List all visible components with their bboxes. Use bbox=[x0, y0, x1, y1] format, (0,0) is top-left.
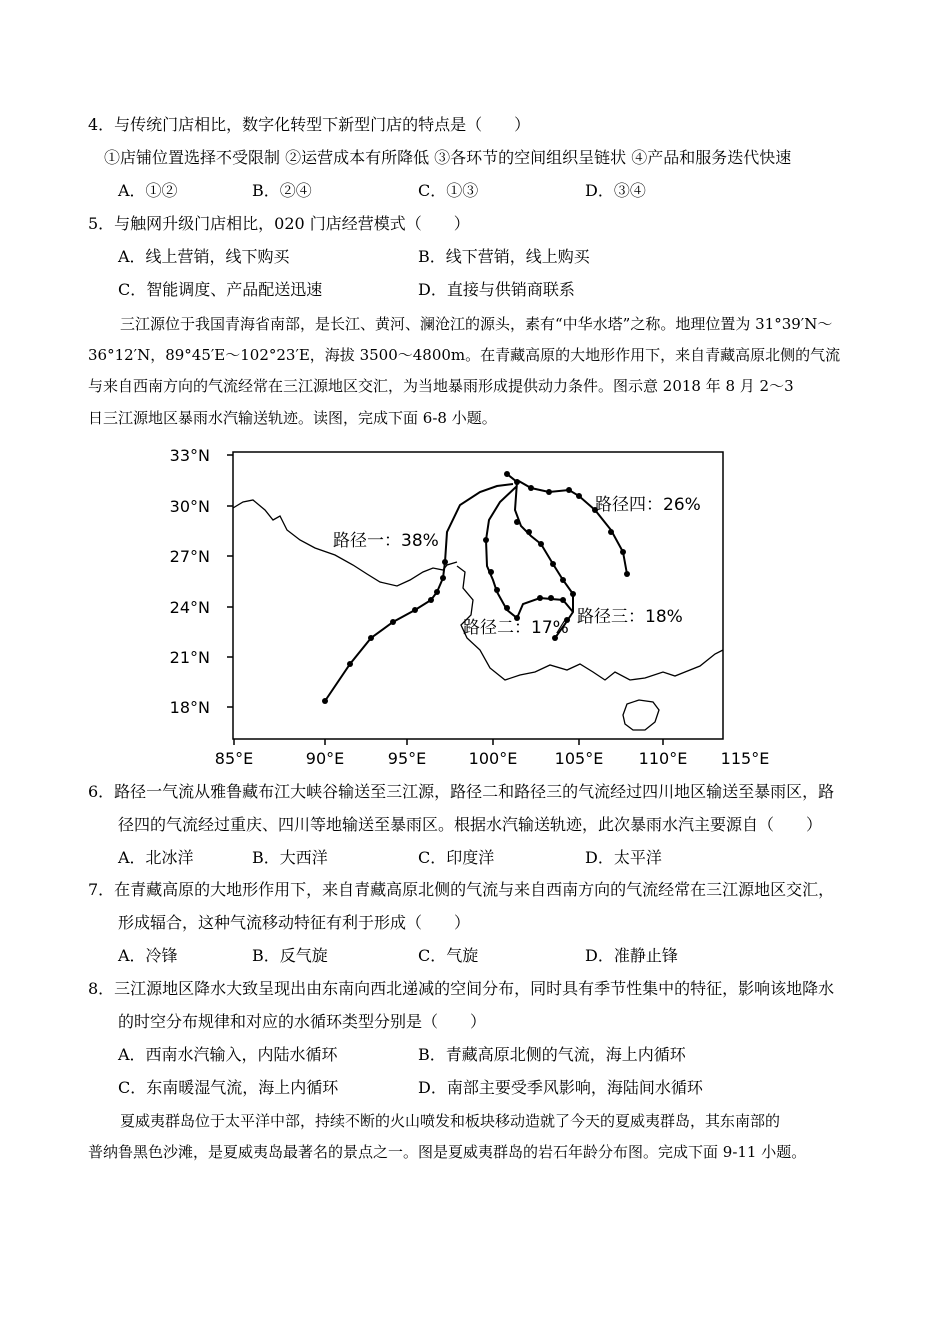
x-tick-label: 105°E bbox=[554, 749, 604, 768]
hainan-island bbox=[623, 700, 659, 730]
vapor-transport-map bbox=[169, 440, 770, 770]
q7-stem-line: 形成辐合，这种气流移动特征有利于形成（ ） bbox=[118, 913, 471, 932]
x-tick-label: 100°E bbox=[468, 749, 518, 768]
y-tick-label: 33°N bbox=[169, 446, 210, 465]
q6-stem-line: 6．路径一气流从雅鲁藏布江大峡谷输送至三江源，路径二和路径三的气流经过四川地区输送至暴雨区，路 bbox=[88, 782, 835, 801]
path-2-points bbox=[483, 537, 566, 621]
q7-option-b: B．反气旋 bbox=[252, 946, 328, 965]
passage1-line: 三江源位于我国青海省南部，是长江、黄河、澜沧江的源头，素有“中华水塔”之称。地理位置为 31°39′N～ bbox=[120, 315, 833, 333]
q6-option-d: D．太平洋 bbox=[585, 848, 662, 867]
path-1-label: 路径一：38% bbox=[333, 531, 439, 551]
q8-option-c: C．东南暖湿气流，海上内循环 bbox=[118, 1078, 339, 1097]
passage2-line: 普纳鲁黑色沙滩，是夏威夷岛最著名的景点之一。图是夏威夷群岛的岩石年龄分布图。完成下面 9-11 小题。 bbox=[88, 1143, 807, 1161]
q4-option-c: C．①③ bbox=[418, 181, 479, 200]
q7-option-c: C．气旋 bbox=[418, 946, 479, 965]
q4-option-d: D．③④ bbox=[585, 181, 646, 200]
q4-option-b: B．②④ bbox=[252, 181, 312, 200]
q7-option-d: D．准静止锋 bbox=[585, 946, 678, 965]
q8-stem-line: 8．三江源地区降水大致呈现出由东南向西北递减的空间分布，同时具有季节性集中的特征，影响该地降水 bbox=[88, 979, 835, 998]
passage1-line: 36°12′N，89°45′E～102°23′E，海拔 3500～4800m。在青藏高原的大地形作用下，来自青藏高原北侧的气流 bbox=[88, 346, 841, 364]
q6-option-c: C．印度洋 bbox=[418, 848, 495, 867]
q5-option-a: A．线上营销，线下购买 bbox=[118, 247, 290, 266]
q8-option-d: D．南部主要受季风影响，海陆间水循环 bbox=[418, 1078, 703, 1097]
x-tick-label: 95°E bbox=[387, 749, 427, 768]
q5-option-c: C．智能调度、产品配送迅速 bbox=[118, 280, 323, 299]
q5-option-b: B．线下营销，线上购买 bbox=[418, 247, 590, 266]
y-tick-label: 27°N bbox=[169, 547, 210, 566]
path-2-line bbox=[486, 486, 573, 618]
path-3-label: 路径三：18% bbox=[577, 607, 683, 627]
path-4-label: 路径四：26% bbox=[595, 495, 701, 515]
q4-option-a: A．①② bbox=[118, 181, 178, 200]
q7-option-a: A．冷锋 bbox=[118, 946, 178, 965]
q4-items: ①店铺位置选择不受限制 ②运营成本有所降低 ③各环节的空间组织呈链状 ④产品和服务迭代快速 bbox=[104, 148, 792, 167]
q7-stem-line: 7．在青藏高原的大地形作用下，来自青藏高原北侧的气流与来自西南方向的气流经常在三江源地区交汇， bbox=[88, 880, 835, 899]
q5-stem: 5．与触网升级门店相比，020 门店经营模式（ ） bbox=[88, 214, 470, 233]
y-tick-label: 24°N bbox=[169, 598, 210, 617]
q5-option-d: D．直接与供销商联系 bbox=[418, 280, 575, 299]
passage1-line: 与来自西南方向的气流经常在三江源地区交汇，为当地暴雨形成提供动力条件。图示意 2018 年 8 月 2～3 bbox=[88, 377, 794, 395]
q8-stem-line: 的时空分布规律和对应的水循环类型分别是（ ） bbox=[118, 1012, 487, 1031]
passage1-line: 日三江源地区暴雨水汽输送轨迹。读图，完成下面 6-8 小题。 bbox=[88, 409, 497, 427]
passage2-line: 夏威夷群岛位于太平洋中部，持续不断的火山喷发和板块移动造就了今天的夏威夷群岛，其东南部的 bbox=[120, 1112, 781, 1130]
path-3-line bbox=[507, 474, 573, 638]
q8-option-a: A．西南水汽输入，内陆水循环 bbox=[118, 1045, 338, 1064]
x-tick-label: 90°E bbox=[305, 749, 345, 768]
q4-stem: 4．与传统门店相比，数字化转型下新型门店的特点是（ ） bbox=[88, 115, 531, 134]
q8-option-b: B．青藏高原北侧的气流，海上内循环 bbox=[418, 1045, 686, 1064]
q6-option-a: A．北冰洋 bbox=[118, 848, 194, 867]
path-2-label: 路径二：17% bbox=[463, 618, 569, 638]
x-tick-label: 110°E bbox=[638, 749, 688, 768]
x-tick-label: 115°E bbox=[720, 749, 770, 768]
y-tick-label: 30°N bbox=[169, 497, 210, 516]
q6-stem-line: 径四的气流经过重庆、四川等地输送至暴雨区。根据水汽输送轨迹，此次暴雨水汽主要源自（ ） bbox=[118, 815, 823, 834]
q6-option-b: B．大西洋 bbox=[252, 848, 328, 867]
y-tick-label: 21°N bbox=[169, 648, 210, 667]
y-tick-label: 18°N bbox=[169, 698, 210, 717]
path-1-points bbox=[322, 559, 448, 704]
x-tick-label: 85°E bbox=[214, 749, 254, 768]
path-1-line bbox=[325, 484, 513, 701]
